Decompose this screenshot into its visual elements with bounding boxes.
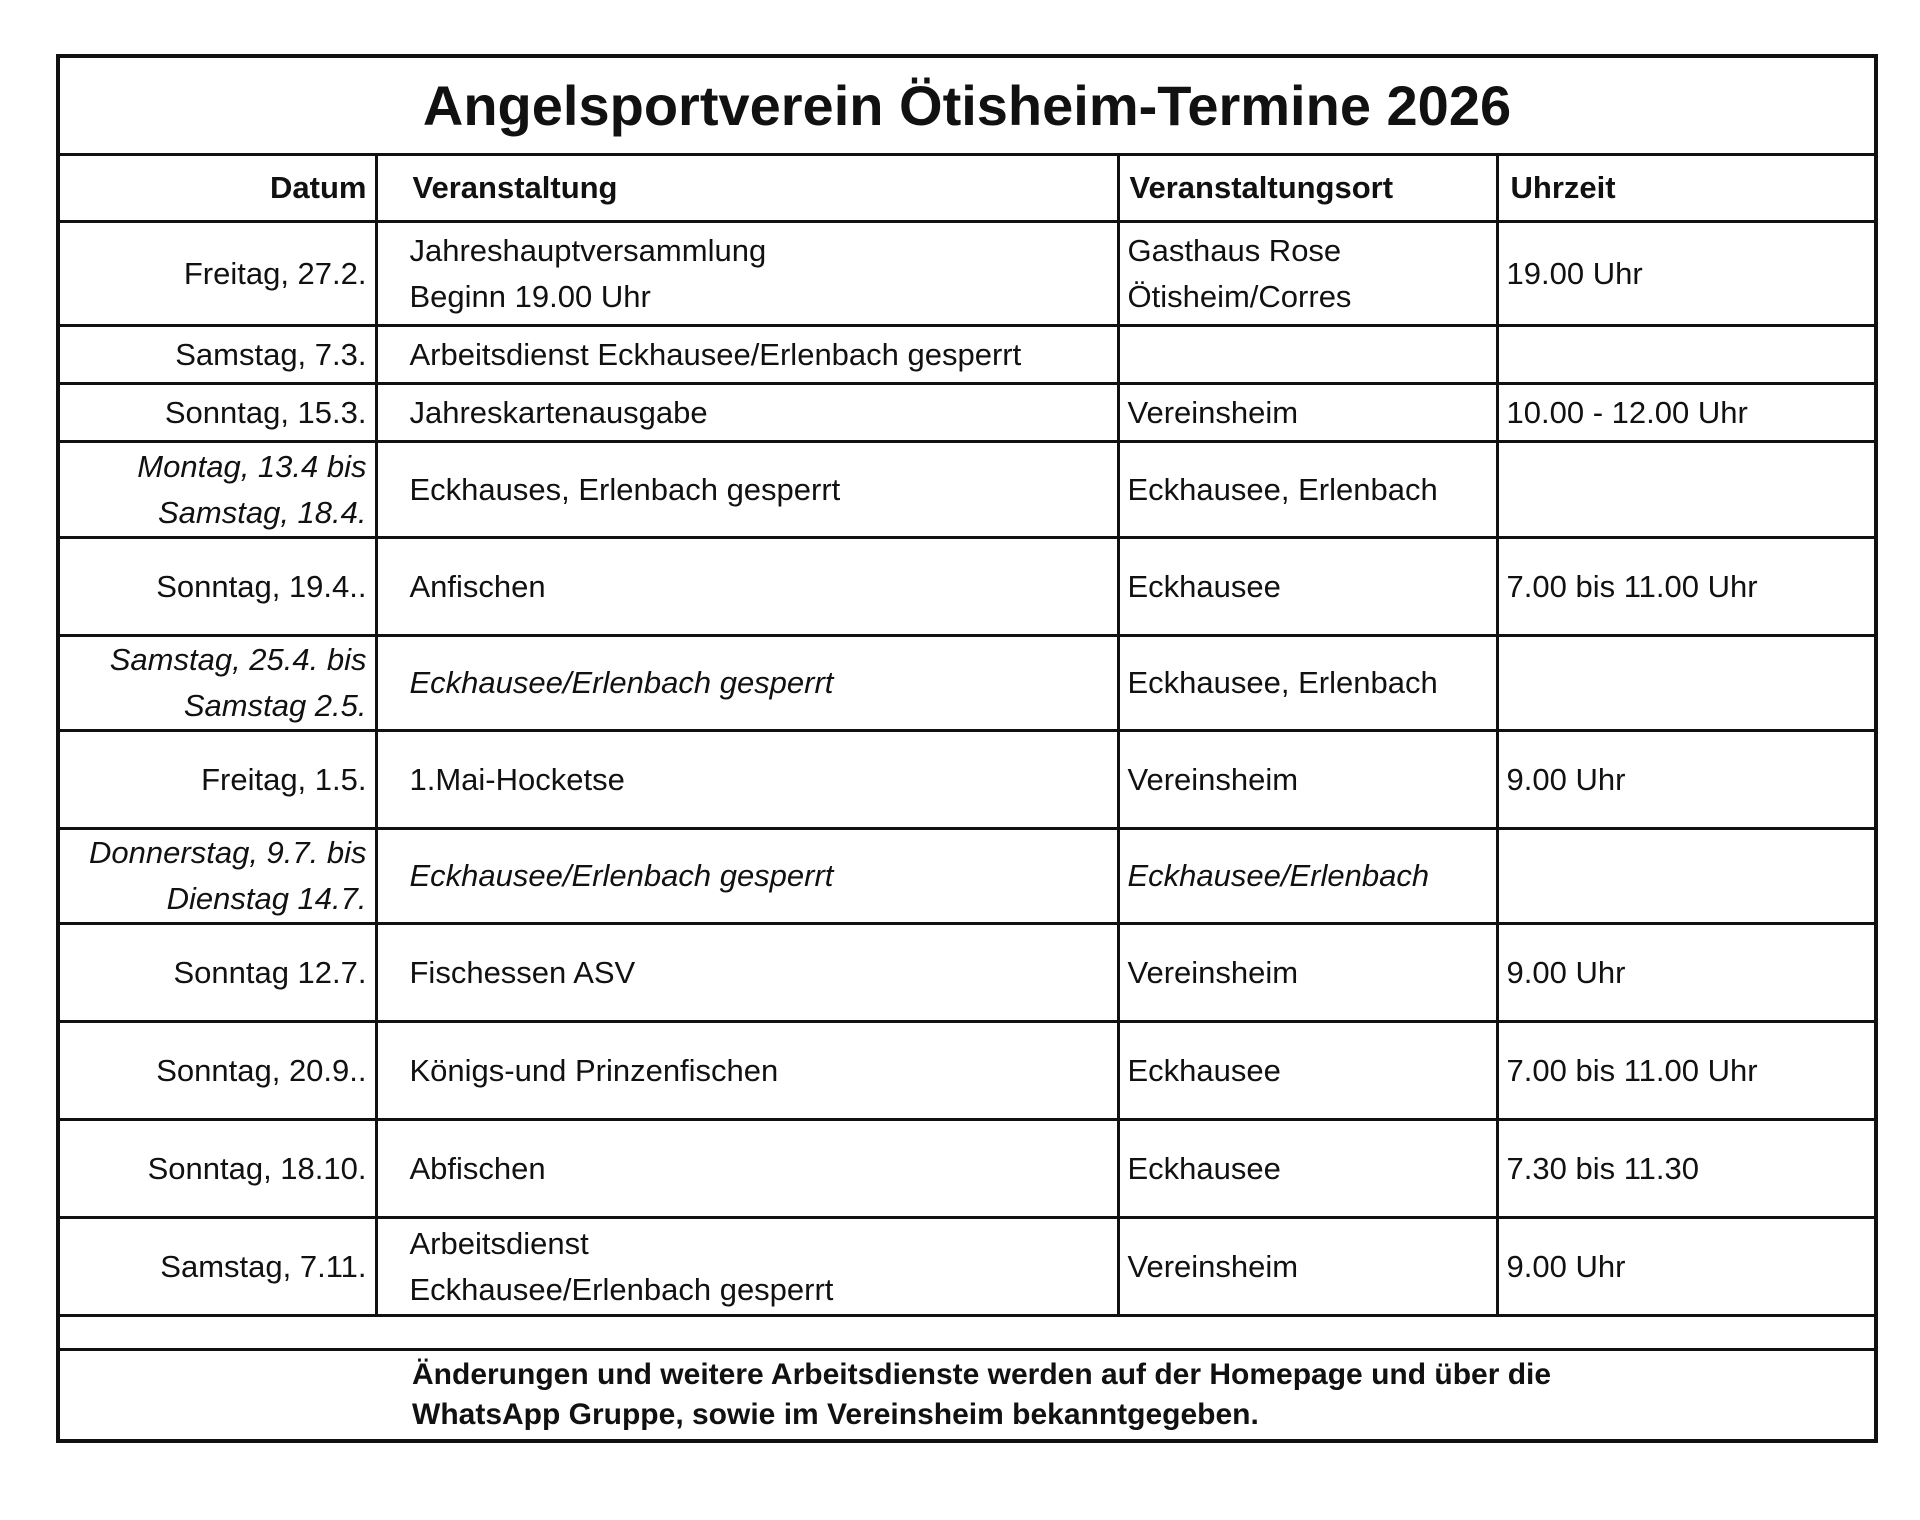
page-title: Angelsportverein Ötisheim-Termine 2026: [58, 56, 1876, 155]
place-cell: [1118, 636, 1497, 731]
place-text: Eckhausee: [1127, 568, 1281, 604]
column-header-place: Veranstaltungsort: [1118, 155, 1497, 222]
place-cell: [1118, 326, 1497, 384]
event-cell: [376, 1120, 1118, 1218]
time-cell: 9.00 Uhr: [1497, 731, 1876, 829]
column-header-date: Datum: [58, 155, 376, 222]
table-row: [58, 384, 1876, 442]
time-cell: [1497, 442, 1876, 538]
footer-row: [58, 1350, 1876, 1442]
time-cell: 9.00 Uhr: [1497, 1218, 1876, 1316]
event-cell: [376, 829, 1118, 924]
date-text: Sonntag, 15.3.: [164, 394, 367, 430]
place-cell: [1118, 731, 1497, 829]
time-cell: 7.00 bis 11.00 Uhr: [1497, 538, 1876, 636]
place-text: Gasthaus Rose: [1127, 232, 1342, 268]
event-text: Beginn 19.00 Uhr: [409, 278, 651, 314]
event-text: Arbeitsdienst Eckhausee/Erlenbach gesperrt: [409, 336, 1022, 372]
spacer-cell: [58, 1316, 1876, 1350]
place-text: Vereinsheim: [1127, 954, 1299, 990]
column-header-time: Uhrzeit: [1497, 155, 1876, 222]
place-text: Eckhausee, Erlenbach: [1127, 665, 1438, 700]
event-text: Arbeitsdienst: [409, 1225, 589, 1261]
event-text: Eckhauses, Erlenbach gesperrt: [409, 471, 841, 507]
date-text: Sonntag, 19.4..: [156, 568, 367, 604]
table-row: [58, 1022, 1876, 1120]
date-text: Dienstag 14.7.: [166, 881, 367, 916]
date-text: Freitag, 27.2.: [183, 255, 367, 291]
table-row: [58, 829, 1876, 924]
event-text: 1.Mai-Hocketse: [409, 761, 625, 797]
place-cell: [1118, 384, 1497, 442]
event-cell: [376, 222, 1118, 326]
table-row: [58, 924, 1876, 1022]
footer-note-line: Änderungen und weitere Arbeitsdienste werden auf der Homepage und über die: [412, 1358, 1552, 1391]
date-text: Sonntag, 18.10.: [147, 1150, 367, 1186]
time-cell: [1497, 636, 1876, 731]
event-text: Abfischen: [409, 1150, 546, 1186]
event-text: Eckhausee/Erlenbach gesperrt: [409, 858, 834, 893]
date-text: Samstag, 18.4.: [157, 494, 367, 530]
date-text: Freitag, 1.5.: [201, 761, 367, 797]
place-text: Vereinsheim: [1127, 394, 1299, 430]
event-text: Eckhausee/Erlenbach gesperrt: [409, 665, 834, 700]
place-text: Eckhausee: [1127, 1052, 1281, 1088]
place-cell: [1118, 1218, 1497, 1316]
date-text: Donnerstag, 9.7. bis: [89, 835, 367, 870]
date-cell: [58, 636, 376, 731]
table-row: [58, 442, 1876, 538]
time-cell: 19.00 Uhr: [1497, 222, 1876, 326]
date-cell: [58, 829, 376, 924]
time-cell: 7.30 bis 11.30: [1497, 1120, 1876, 1218]
event-text: Anfischen: [409, 568, 546, 604]
date-cell: [58, 222, 376, 326]
date-cell: [58, 1120, 376, 1218]
place-cell: [1118, 1022, 1497, 1120]
place-cell: [1118, 924, 1497, 1022]
event-cell: [376, 731, 1118, 829]
event-text: Jahreskartenausgabe: [409, 394, 708, 430]
date-cell: [58, 731, 376, 829]
table-row: [58, 222, 1876, 326]
date-text: Sonntag 12.7.: [173, 954, 367, 990]
table-row: [58, 731, 1876, 829]
event-text: Eckhausee/Erlenbach gesperrt: [409, 1271, 834, 1307]
place-text: Vereinsheim: [1127, 1248, 1299, 1284]
place-cell: [1118, 1120, 1497, 1218]
place-cell: [1118, 829, 1497, 924]
time-cell: [1497, 326, 1876, 384]
table-row: [58, 1120, 1876, 1218]
date-cell: [58, 442, 376, 538]
place-text: Eckhausee, Erlenbach: [1127, 471, 1438, 507]
event-text: Königs-und Prinzenfischen: [409, 1052, 779, 1088]
place-text: Ötisheim/Corres: [1127, 278, 1352, 314]
spacer-row: [58, 1316, 1876, 1350]
date-text: Samstag, 25.4. bis: [109, 642, 367, 677]
footer-note: [58, 1350, 1876, 1442]
date-cell: [58, 538, 376, 636]
event-cell: [376, 538, 1118, 636]
event-cell: [376, 1218, 1118, 1316]
header-row: [58, 155, 1876, 222]
event-cell: [376, 924, 1118, 1022]
time-cell: 7.00 bis 11.00 Uhr: [1497, 1022, 1876, 1120]
event-cell: [376, 1022, 1118, 1120]
title-row: [58, 56, 1876, 155]
date-cell: [58, 1022, 376, 1120]
date-cell: [58, 384, 376, 442]
event-text: Jahreshauptversammlung: [409, 232, 767, 268]
schedule-table: [56, 54, 1878, 1443]
date-cell: [58, 326, 376, 384]
table-row: [58, 636, 1876, 731]
date-text: Montag, 13.4 bis: [137, 448, 367, 484]
place-text: Eckhausee: [1127, 1150, 1281, 1186]
place-text: Vereinsheim: [1127, 761, 1299, 797]
table-row: [58, 1218, 1876, 1316]
place-text: Eckhausee/Erlenbach: [1127, 858, 1430, 893]
event-text: Fischessen ASV: [409, 954, 636, 990]
date-text: Samstag, 7.11.: [160, 1248, 367, 1284]
date-text: Sonntag, 20.9..: [156, 1052, 367, 1088]
place-cell: [1118, 442, 1497, 538]
time-cell: [1497, 829, 1876, 924]
event-cell: [376, 384, 1118, 442]
event-cell: [376, 326, 1118, 384]
place-cell: [1118, 538, 1497, 636]
table-row: [58, 538, 1876, 636]
date-text: Samstag, 7.3.: [175, 336, 367, 372]
date-cell: [58, 1218, 376, 1316]
time-cell: 10.00 - 12.00 Uhr: [1497, 384, 1876, 442]
date-cell: [58, 924, 376, 1022]
table-row: [58, 326, 1876, 384]
column-header-event: Veranstaltung: [376, 155, 1118, 222]
footer-note-line: WhatsApp Gruppe, sowie im Vereinsheim bekanntgegeben.: [412, 1398, 1259, 1431]
date-text: Samstag 2.5.: [183, 688, 367, 723]
event-cell: [376, 442, 1118, 538]
place-cell: [1118, 222, 1497, 326]
time-cell: 9.00 Uhr: [1497, 924, 1876, 1022]
event-cell: [376, 636, 1118, 731]
